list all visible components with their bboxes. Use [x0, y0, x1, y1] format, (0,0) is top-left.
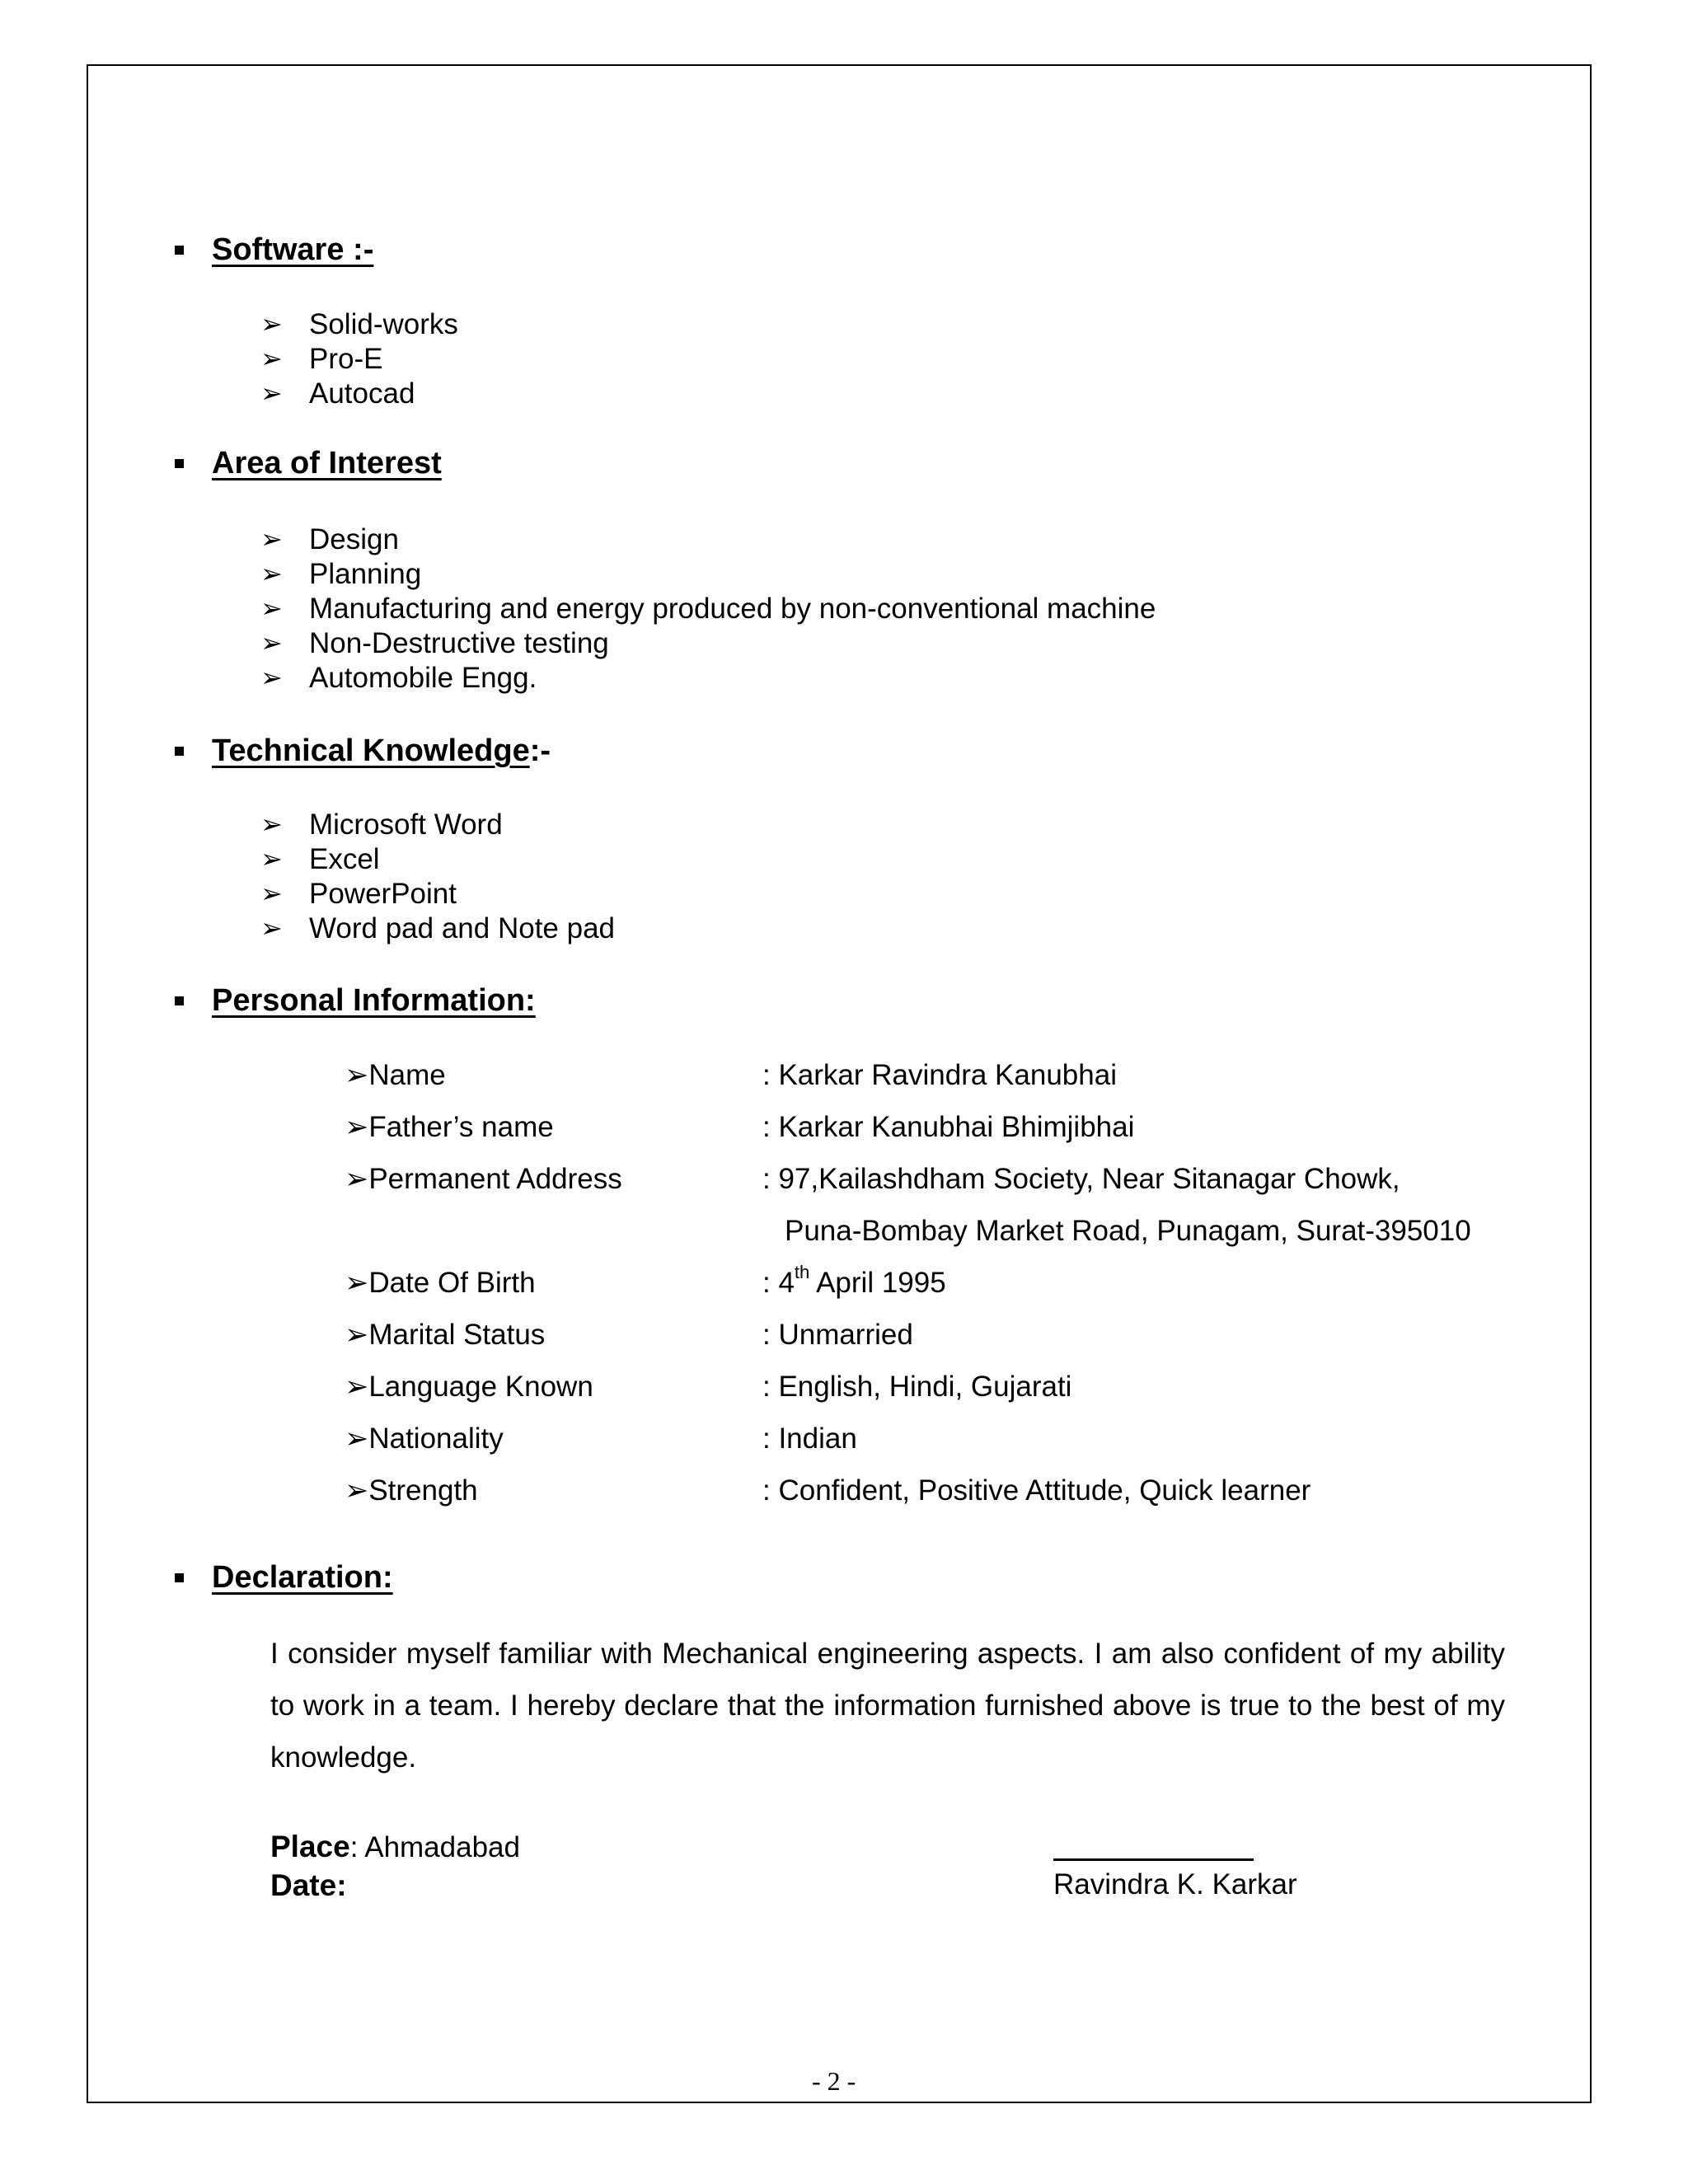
arrow-bullet-icon: ➢	[345, 1319, 369, 1351]
page-number: - 2 -	[812, 2066, 856, 2096]
info-label-marital-status: ➢Marital Status	[345, 1319, 546, 1351]
arrow-bullet-icon: ➢	[260, 593, 283, 623]
arrow-bullet-icon: ➢	[260, 344, 283, 373]
info-label-permanent-address: ➢Permanent Address	[345, 1163, 622, 1195]
arrow-bullet-icon: ➢	[345, 1059, 369, 1091]
section-heading-software: Software :-	[212, 232, 374, 267]
info-label-fathers-name: ➢Father’s name	[345, 1111, 554, 1143]
info-value-marital-status: : Unmarried	[762, 1319, 913, 1351]
square-bullet-icon	[175, 996, 184, 1005]
signature-line	[1053, 1858, 1254, 1861]
arrow-bullet-icon: ➢	[345, 1111, 369, 1143]
arrow-bullet-icon: ➢	[345, 1371, 369, 1403]
info-label-date-of-birth: ➢Date Of Birth	[345, 1267, 536, 1299]
list-item: Design	[309, 523, 399, 555]
section-heading-declaration: Declaration:	[212, 1560, 393, 1595]
section-heading-personal-information: Personal Information:	[212, 983, 536, 1018]
square-bullet-icon	[175, 1573, 184, 1582]
arrow-bullet-icon: ➢	[260, 913, 283, 943]
section-heading-area-of-interest: Area of Interest	[212, 446, 442, 480]
info-value-language-known: : English, Hindi, Gujarati	[762, 1371, 1072, 1403]
info-value-permanent-address: : 97,Kailashdham Society, Near Sitanagar Chowk,	[762, 1163, 1400, 1195]
arrow-bullet-icon: ➢	[345, 1474, 369, 1507]
list-item: Word pad and Note pad	[309, 912, 616, 944]
list-item: Planning	[309, 558, 422, 590]
arrow-bullet-icon: ➢	[345, 1422, 369, 1455]
info-value-strength: : Confident, Positive Attitude, Quick learner	[762, 1474, 1311, 1507]
arrow-bullet-icon: ➢	[260, 378, 283, 408]
info-label-language-known: ➢Language Known	[345, 1371, 593, 1403]
square-bullet-icon	[175, 747, 184, 756]
list-item: Autocad	[309, 377, 415, 410]
info-label-strength: ➢Strength	[345, 1474, 478, 1507]
info-value-date-of-birth: : 4th April 1995	[762, 1262, 946, 1299]
declaration-text: I consider myself familiar with Mechanical engineering aspects. I am also confident of my ability to work in a team. I hereby declare that the information furnished above is true to the best of my knowledge.	[270, 1638, 1505, 1774]
list-item: Pro-E	[309, 343, 383, 375]
section-heading-technical-knowledge: Technical Knowledge:-	[212, 733, 551, 768]
arrow-bullet-icon: ➢	[260, 628, 283, 658]
info-value-fathers-name: : Karkar Kanubhai Bhimjibhai	[762, 1111, 1135, 1143]
square-bullet-icon	[175, 459, 184, 468]
info-value-name: : Karkar Ravindra Kanubhai	[762, 1059, 1117, 1091]
info-value-permanent-address-line2: Puna-Bombay Market Road, Punagam, Surat-395010	[785, 1215, 1471, 1247]
info-label-nationality: ➢Nationality	[345, 1422, 504, 1455]
arrow-bullet-icon: ➢	[345, 1267, 369, 1299]
date-label: Date:	[270, 1868, 347, 1902]
arrow-bullet-icon: ➢	[260, 524, 283, 554]
arrow-bullet-icon: ➢	[260, 879, 283, 908]
arrow-bullet-icon: ➢	[260, 809, 283, 839]
list-item: Manufacturing and energy produced by non-conventional machine	[309, 593, 1156, 625]
arrow-bullet-icon: ➢	[260, 844, 283, 874]
list-item: PowerPoint	[309, 878, 457, 910]
arrow-bullet-icon: ➢	[345, 1163, 369, 1195]
signature-name: Ravindra K. Karkar	[1053, 1868, 1297, 1900]
info-value-nationality: : Indian	[762, 1422, 857, 1455]
place-line: Place: Ahmadabad	[270, 1830, 520, 1863]
list-item: Microsoft Word	[309, 808, 503, 841]
list-item: Excel	[309, 843, 380, 875]
arrow-bullet-icon: ➢	[260, 663, 283, 692]
arrow-bullet-icon: ➢	[260, 559, 283, 588]
list-item: Automobile Engg.	[309, 662, 537, 694]
list-item: Solid-works	[309, 308, 458, 340]
info-label-name: ➢Name	[345, 1059, 446, 1091]
square-bullet-icon	[175, 246, 184, 255]
list-item: Non-Destructive testing	[309, 627, 609, 659]
arrow-bullet-icon: ➢	[260, 309, 283, 339]
